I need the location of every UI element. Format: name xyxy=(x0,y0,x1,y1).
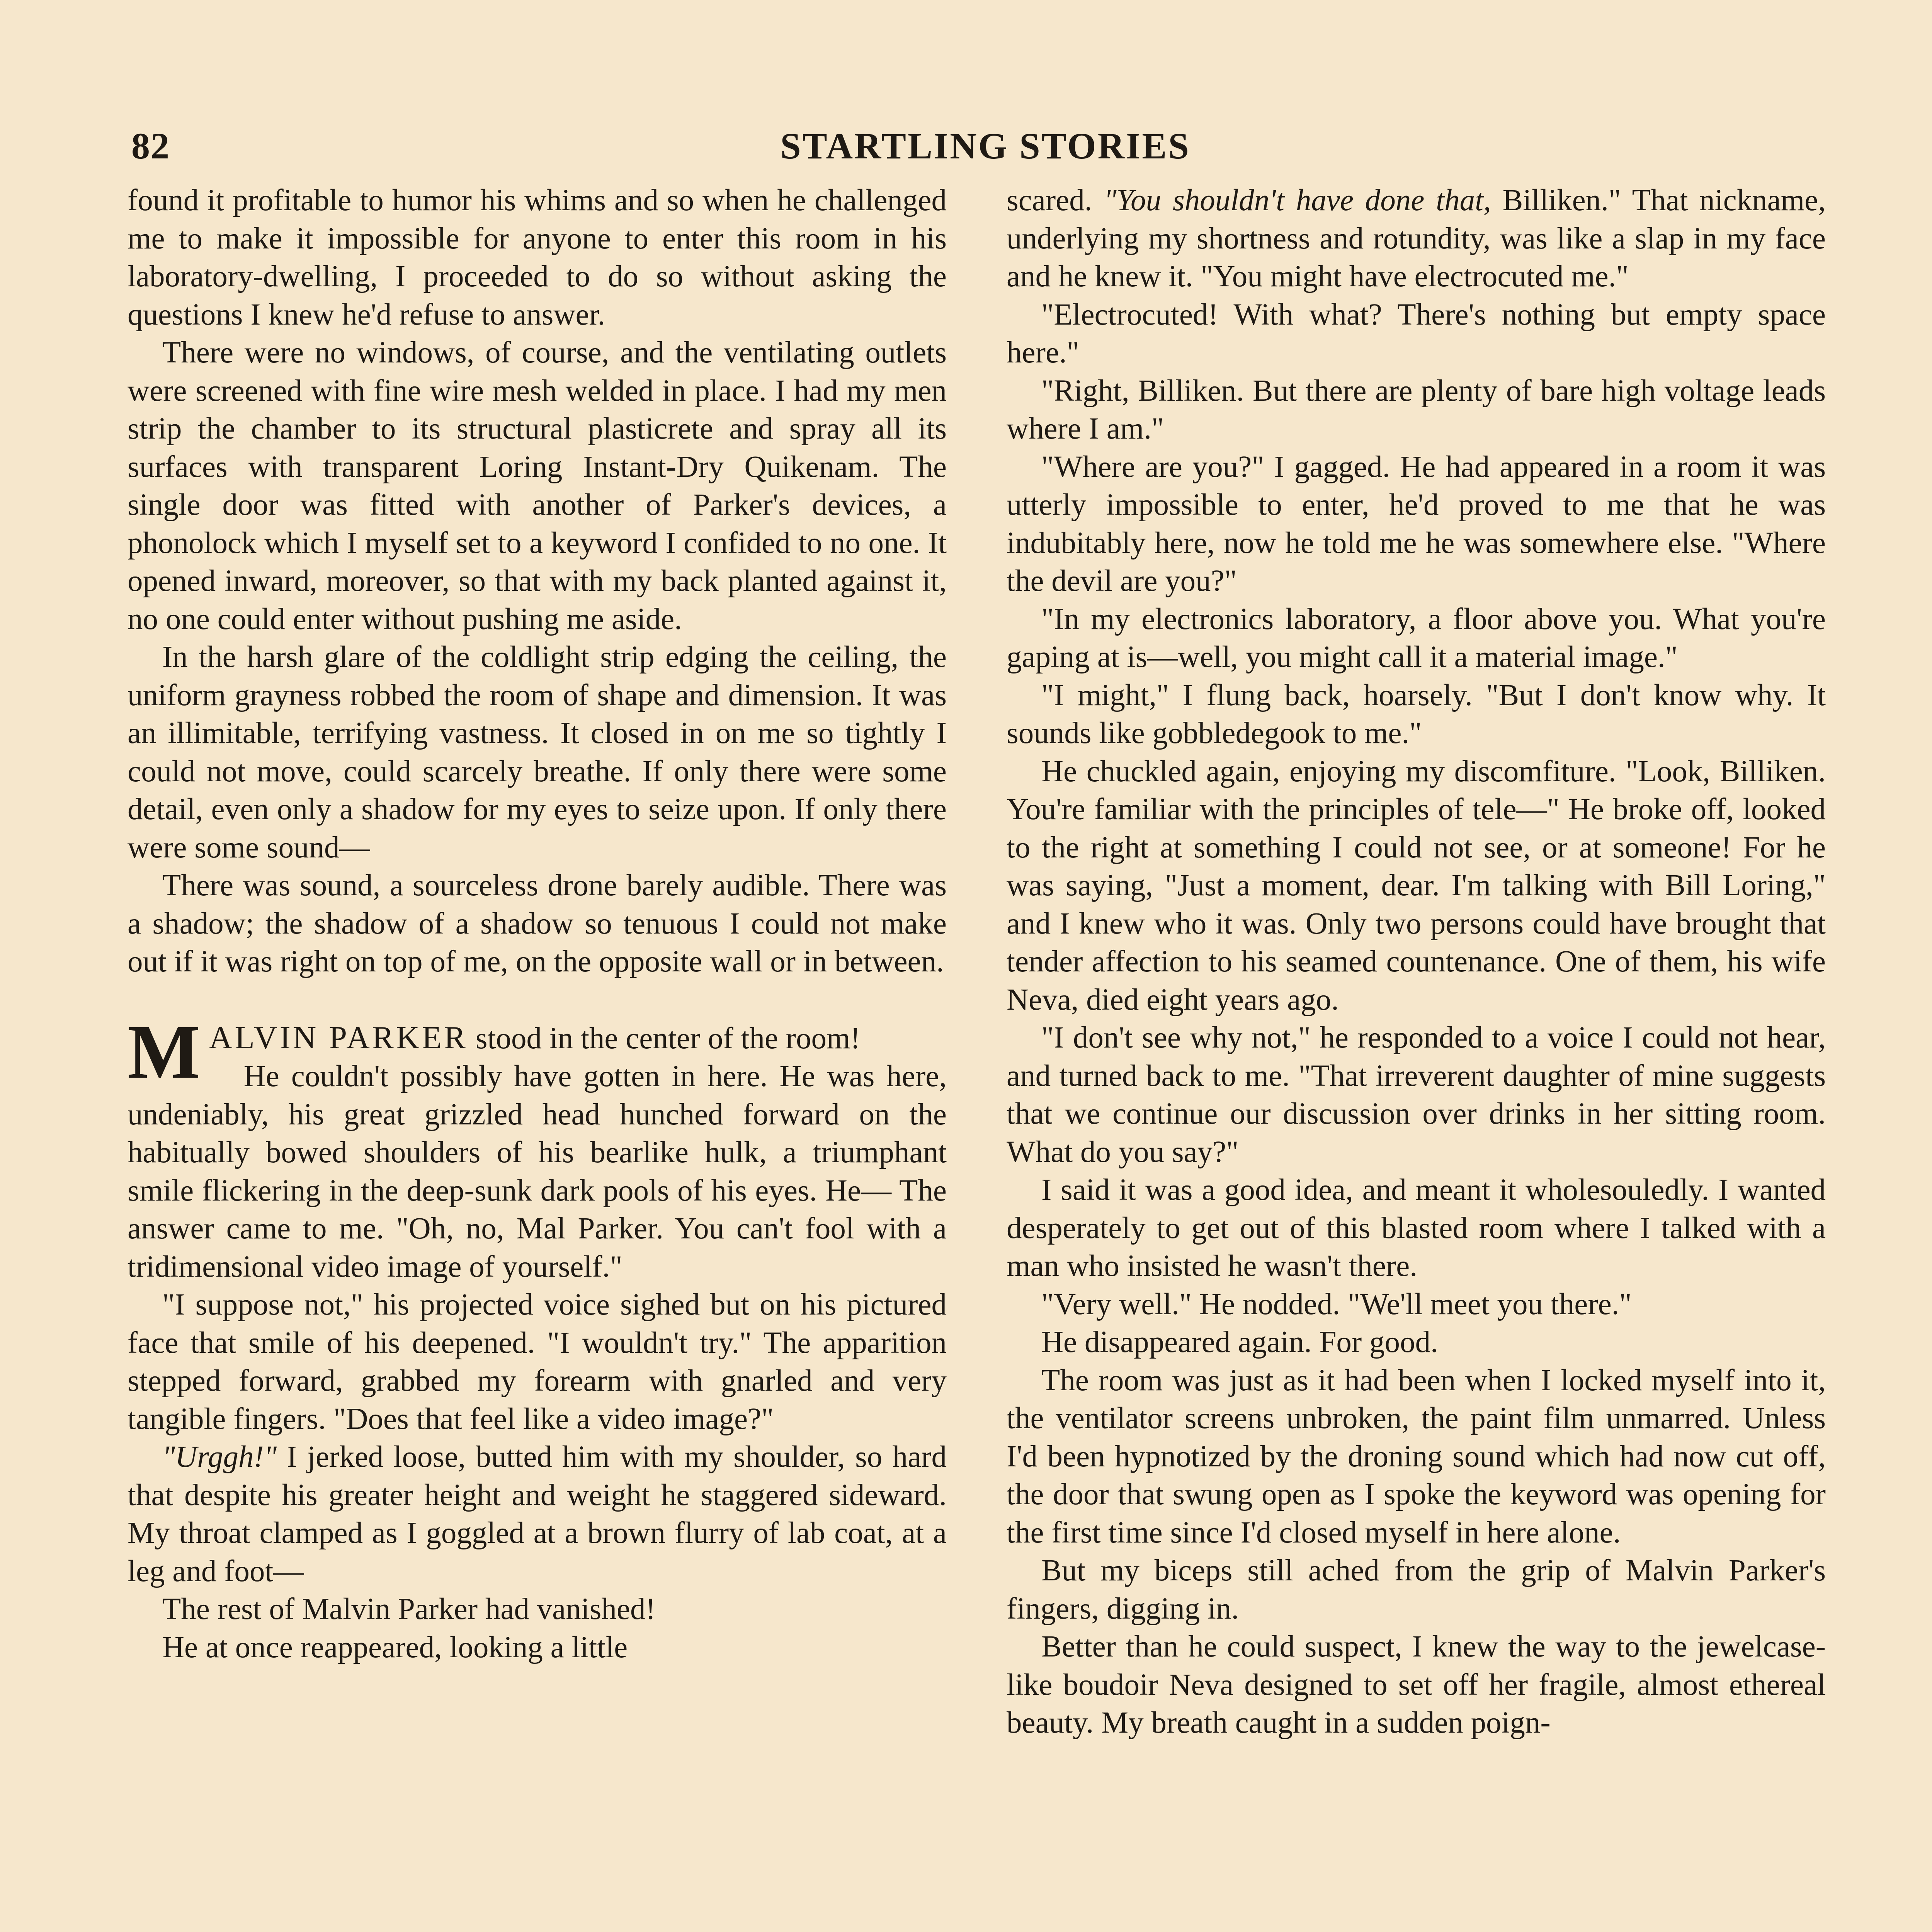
drop-cap-letter: M xyxy=(128,1009,201,1095)
paragraph-text: Billiken." That nickname, underlying my shortness and rotundity, was like a slap in my face and he knew it. "You might have electrocuted me." xyxy=(1007,184,1826,293)
running-head-title: STARTLING STORIES xyxy=(780,125,1190,167)
page-number: 82 xyxy=(131,125,170,167)
paragraph: found it profitable to humor his whims and so when he challenged me to make it impossible for anyone to enter this room in his laboratory-dwelling, I proceeded to do so without asking the questions I knew he'd refuse to answer. xyxy=(128,184,947,332)
section-break xyxy=(128,981,947,1019)
paragraph: He at once reappeared, looking a little xyxy=(162,1630,628,1664)
italic-quote: "You shouldn't have done that, xyxy=(1104,184,1491,217)
section-opening-paragraph xyxy=(128,1009,947,1095)
paragraph: There was sound, a sourceless drone barely audible. There was a shadow; the shadow of a shadow so tenuous I could not make out if it was right on top of me, on the opposite wall or in between. xyxy=(128,869,947,978)
italic-exclamation: "Urggh!" xyxy=(162,1440,277,1474)
paragraph: The room was just as it had been when I locked myself into it, the ventilator screens unbroken, the paint film unmarred. Unless I'd been hypnotized by the droning sound which had now cut off, the door that swung open as I spoke the keyword was opening for the first time since I'd closed myself in here alone. xyxy=(1007,1363,1826,1549)
paragraph: The rest of Malvin Parker had vanished! xyxy=(162,1592,656,1626)
opening-caps: ALVIN PARKER xyxy=(209,1019,468,1056)
paragraph: But my biceps still ached from the grip of Malvin Parker's fingers, digging in. xyxy=(1007,1554,1826,1626)
paragraph: He chuckled again, enjoying my discomfiture. "Look, Billiken. You're familiar with the principles of tele—" He broke off, looked to the right at something I could not see, or at someone! For he was saying, "Just a moment, dear. I'm talking with Bill Loring," and I knew who it was. Only two persons could have brought that tender affection to his seamed countenance. One of them, his wife Neva, died eight years ago. xyxy=(1007,754,1826,1017)
paragraph: "I suppose not," his projected voice sighed but on his pictured face that smile of his deepened. "I wouldn't try." The apparition stepped forward, grabbed my forearm with gnarled and very tangible fingers. "Does that feel like a video image?" xyxy=(128,1288,947,1436)
paragraph: Better than he could suspect, I knew the way to the jewelcase-like boudoir Neva designed to set off her fragile, almost ethereal beauty. My breath caught in a sudden poign- xyxy=(1007,1630,1826,1740)
paragraph: "Where are you?" I gagged. He had appeared in a room it was utterly impossible to enter, he'd proved to me that he was indubitably here, now he told me he was somewhere else. "Where the devil are you?" xyxy=(1007,450,1826,598)
paragraph: "I don't see why not," he responded to a voice I could not hear, and turned back to me. "That irreverent daughter of mine suggests that we continue our discussion over drinks in her sitting room. What do you say?" xyxy=(1007,1021,1826,1169)
paragraph: "I might," I flung back, hoarsely. "But I don't know why. It sounds like gobbledegook to me." xyxy=(1007,678,1826,750)
opening-text: stood in the center of the room! xyxy=(468,1021,861,1055)
paragraph xyxy=(128,1438,947,1590)
paragraph xyxy=(1007,182,1826,296)
paragraph-text: scared. xyxy=(1007,184,1104,217)
paragraph: I said it was a good idea, and meant it wholesouledly. I wanted desperately to get out of this blasted room where I talked with a man who insisted he wasn't there. xyxy=(1007,1173,1826,1283)
paragraph: He disappeared again. For good. xyxy=(1041,1325,1438,1359)
paragraph: "In my electronics laboratory, a floor above you. What you're gaping at is—well, you might call it a material image." xyxy=(1007,602,1826,674)
paragraph: "Electrocuted! With what? There's nothing but empty space here." xyxy=(1007,298,1826,369)
paragraph: "Right, Billiken. But there are plenty of bare high voltage leads where I am." xyxy=(1007,374,1826,446)
paragraph: He couldn't possibly have gotten in here. He was here, undeniably, his great grizzled head hunched forward on the habitually bowed shoulders of his bearlike hulk, a triumphant smile flickering in the deep-sunk dark pools of his eyes. He— The answer came to me. "Oh, no, Mal Parker. You can't fool with a tridimensional video image of yourself." xyxy=(128,1060,947,1284)
paragraph: In the harsh glare of the coldlight strip edging the ceiling, the uniform grayness robbed the room of shape and dimension. It was an illimitable, terrifying vastness. It closed in on me so tightly I could not move, could scarcely breathe. If only there were some detail, even only a shadow for my eyes to seize upon. If only there were some sound— xyxy=(128,640,947,864)
right-column xyxy=(1007,182,1826,1742)
left-column xyxy=(128,182,947,1667)
paragraph-text: I jerked loose, butted him with my shoulder, so hard that despite his greater height and weight he staggered sideward. My throat clamped as I goggled at a brown flurry of lab coat, at a leg and foot— xyxy=(128,1440,947,1588)
paragraph: "Very well." He nodded. "We'll meet you there." xyxy=(1041,1287,1632,1321)
paragraph: There were no windows, of course, and the ventilating outlets were screened with fine wire mesh welded in place. I had my men strip the chamber to its structural plasticrete and spray all its surfaces with transparent Loring Instant-Dry Quikenam. The single door was fitted with another of Parker's devices, a phonolock which I myself set to a keyword I confided to no one. It opened inward, moreover, so that with my back planted against it, no one could enter without pushing me aside. xyxy=(128,336,947,636)
